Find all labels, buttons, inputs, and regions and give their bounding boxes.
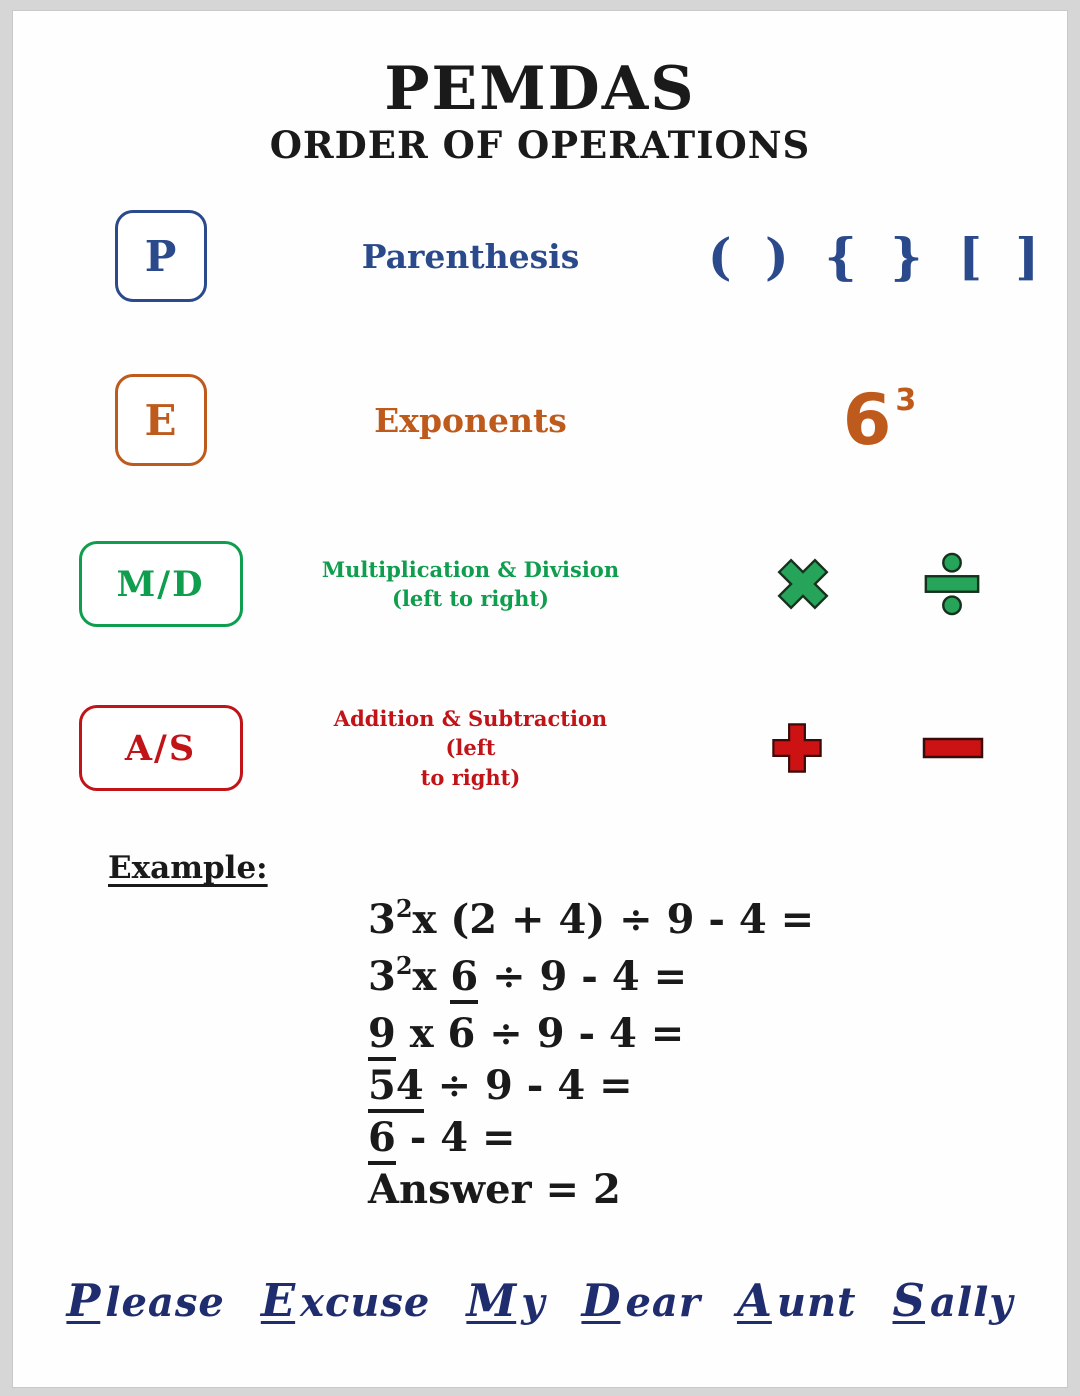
example-line: 9 x 6 ÷ 9 - 4 = [368,1008,1067,1060]
mnemonic-word: D ear [581,1274,701,1327]
mnemonic-word: P lease [66,1274,225,1327]
exponent-example [842,379,917,461]
mnemonic-word: E xcuse [260,1274,431,1327]
plus-icon [769,719,825,777]
minus-icon [920,719,986,777]
md-letter-box [79,541,243,627]
exponents-label: Exponents [374,400,567,440]
parenthesis-letter: P [144,231,177,281]
multiply-icon [773,553,833,615]
bracket-symbol: [ ] [958,226,1048,286]
example-line: 6 - 4 = [368,1112,1067,1164]
example-heading: Example: [108,850,268,886]
as-letter-box [79,705,243,791]
parenthesis-label: Parenthesis [361,236,580,276]
parenthesis-letter-box [115,210,207,302]
mnemonic-line [13,1274,1067,1327]
row-parenthesis [13,174,1067,338]
mnemonic-word: M y [466,1274,546,1327]
md-label-line2: (left to right) [392,586,549,611]
exponents-letter: E [144,395,177,445]
example-section [13,850,1067,1216]
page-title: PEMDAS [384,54,696,124]
mnemonic-word: A unt [736,1274,857,1327]
mnemonic-word: S ally [892,1274,1014,1327]
as-label [308,704,633,792]
md-label-line1: Multiplication & Division [321,556,620,582]
md-letter: M/D [116,563,205,605]
bracket-symbol: ( ) [707,226,797,286]
as-letter: A/S [124,727,197,769]
example-line: $3^2x$ (2 + 4) ÷ 9 - 4 = [368,894,815,943]
as-label-line1: Addition & Subtraction (left [333,705,608,761]
rules-list [13,174,1067,830]
row-multiplication-division [13,502,1067,666]
as-label-line2: to right) [420,764,521,790]
parenthesis-symbols [708,227,1047,286]
exponents-letter-box [115,374,207,466]
example-lines [368,894,1067,1216]
page-subtitle: ORDER OF OPERATIONS [269,123,811,167]
example-line: 54 ÷ 9 - 4 = [368,1060,1067,1112]
row-exponents [13,338,1067,502]
md-label [322,555,619,614]
as-symbols [769,719,986,777]
bracket-symbol: { } [824,226,931,286]
example-line: $3^2x$ 6 ÷ 9 - 4 = [368,951,1067,1008]
poster-sheet [12,10,1068,1388]
header [13,11,1067,167]
example-line: Answer = 2 [368,1166,621,1213]
exponent-power: 3 [895,383,917,418]
exponent-base: 6 [842,379,892,461]
md-symbols [773,552,983,616]
row-addition-subtraction [13,666,1067,830]
divide-icon [921,552,983,616]
